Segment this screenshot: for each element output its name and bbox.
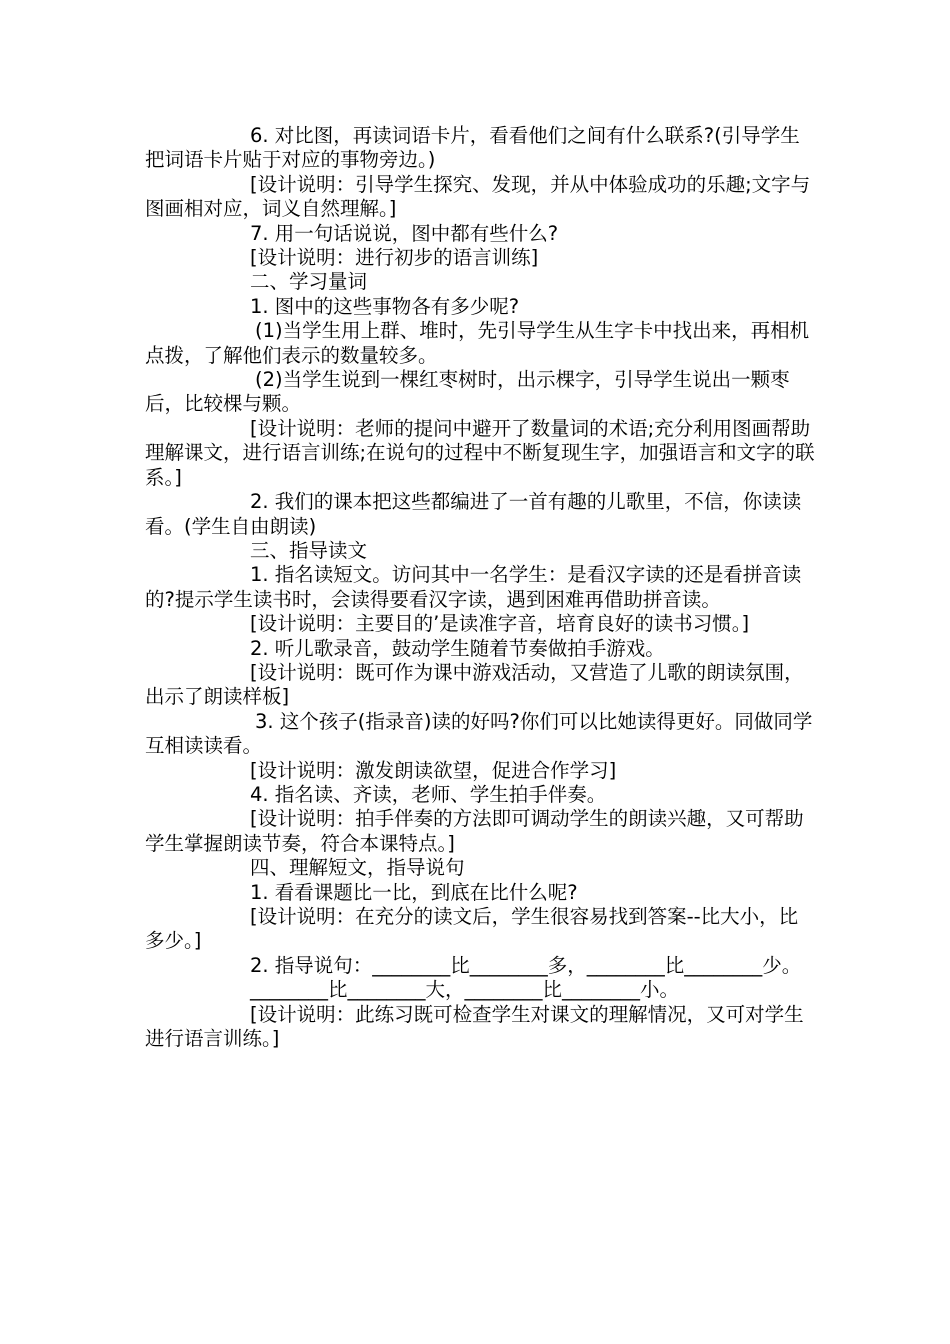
paragraph-step-4: 4. 指名读、齐读，老师、学生拍手伴奏。: [250, 782, 607, 806]
paragraph-step-1: 1. 图中的这些事物各有多少呢?: [250, 294, 520, 318]
paragraph-design-note: [设计说明：进行初步的语言训练]: [250, 246, 539, 270]
paragraph-design-note: [设计说明：此练习既可检查学生对课文的理解情况，又可对学生进行语言训练。]: [145, 1002, 804, 1051]
paragraph-design-note: [设计说明：既可作为课中游戏活动，又营造了儿歌的朗读氛围，出示了朗读样板]: [145, 660, 804, 709]
section-heading: 二、学习量词: [250, 270, 368, 294]
paragraph-step-2: 2. 听儿歌录音，鼓动学生随着节奏做拍手游戏。: [250, 636, 665, 660]
section-heading: 四、理解短文，指导说句: [250, 856, 465, 880]
paragraph-step-6: 6. 对比图，再读词语卡片，看看他们之间有什么联系?(引导学生把词语卡片贴于对应的事物旁边。): [145, 124, 800, 172]
paragraph-sub-1: (1)当学生用上群、堆时，先引导学生从生字卡中找出来，再相机点拨，了解他们表示的数量较多。: [145, 319, 810, 367]
document-body: [145, 124, 815, 1051]
section-heading: 三、指导读文: [250, 538, 368, 562]
paragraph-step-2: 2. 我们的课本把这些都编进了一首有趣的儿歌里，不信，你读读看。(学生自由朗读): [145, 490, 802, 538]
paragraph-sub-2: (2)当学生说到一棵红枣树时，出示棵字，引导学生说出一颗枣后，比较棵与颗。: [145, 368, 790, 416]
paragraph-design-note: [设计说明：主要目的’是读准字音，培育良好的读书习惯。]: [250, 612, 750, 636]
paragraph-step-1: 1. 看看课题比一比，到底在比什么呢?: [250, 880, 578, 904]
paragraph-step-1: 1. 指名读短文。访问其中一名学生：是看汉字读的还是看拼音读的?提示学生读书时，会读得要看汉字读，遇到困难再借助拼音读。: [145, 563, 802, 611]
paragraph-step-2: 2. 指导说句：________比________多，________比________少。: [250, 953, 802, 977]
paragraph-step-3: 3. 这个孩子(指录音)读的好吗?你们可以比她读得更好。同做同学互相读读看。: [145, 709, 813, 758]
paragraph-design-note: [设计说明：拍手伴奏的方法即可调动学生的朗读兴趣，又可帮助学生掌握朗读节奏，符合本课特点。]: [145, 807, 804, 855]
paragraph-design-note: [设计说明：在充分的读文后，学生很容易找到答案--比大小，比多少。]: [145, 905, 799, 953]
paragraph-step-7: 7. 用一句话说说，图中都有些什么?: [250, 221, 559, 245]
paragraph-design-note: [设计说明：激发朗读欲望，促进合作学习]: [250, 758, 617, 782]
paragraph-fill-blank: ________比________大，________比________小。: [250, 978, 680, 1002]
paragraph-design-note: [设计说明：引导学生探究、发现，并从中体验成功的乐趣;文字与图画相对应，词义自然理解。]: [145, 172, 811, 221]
paragraph-design-note: [设计说明：老师的提问中避开了数量词的术语;充分利用图画帮助理解课文，进行语言训练;在说句的过程中不断复现生字，加强语言和文字的联系。]: [145, 416, 815, 489]
